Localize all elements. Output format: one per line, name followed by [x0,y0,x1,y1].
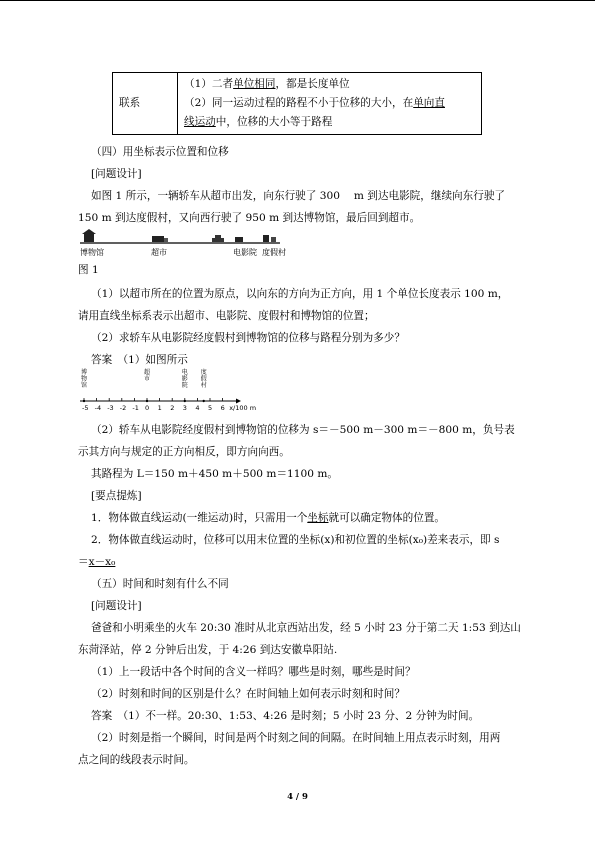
question-2: （2）时刻和时间的区别是什么？在时间轴上如何表示时刻和时间？ [91,688,405,700]
table-line-2: （2）同一运动过程的路程不小于位移的大小，在单向直 [184,97,445,109]
problem-design-label: [问题设计] [91,600,142,612]
fig-label: 电影院 [233,248,257,257]
axis-tick-label: 4 [195,404,200,412]
axis-point [146,400,148,402]
key-points-label: [要点提炼] [91,490,142,502]
paragraph: 东菏泽站，停 2 分钟后出发，于 4:26 到达安徽阜阳站. [78,644,338,656]
answer-2-cont: 点之间的线段表示时间。 [78,754,195,766]
axis-unit: x/100 m [229,404,257,412]
road-diagram [80,228,310,258]
answer-2-cont: 示其方向与规定的正方向相反，即方向向西。 [78,446,290,458]
axis-tick-label: 2 [170,404,175,412]
axis-tick-label: -2 [119,404,127,412]
supermarket-icon [152,236,168,242]
axis-arrow [236,399,241,404]
axis-tick-label: -3 [107,404,114,412]
axis-tick-label: 3 [182,404,187,412]
axis-tick-label: 5 [208,404,213,412]
distance-result: 其路程为 L＝150 m＋450 m＋500 m＝1100 m。 [91,468,339,480]
page-number: 4 / 9 [287,792,308,802]
figure-caption: 图 1 [78,264,99,276]
key-point-2-cont: ＝x－x₀ [78,556,116,568]
fig-label: 博物馆 [80,248,104,257]
section-4-heading: （四）用坐标表示位置和位移 [91,146,229,158]
question-2: （2）求轿车从电影院经度假村到博物馆的位移与路程分别为多少？ [91,332,405,344]
axis-tick-label: 6 [220,404,225,412]
axis-tick-label: -1 [132,404,139,412]
resort-icon [263,235,276,242]
key-point-1: 1．物体做直线运动(一维运动)时，只需用一个坐标就可以确定物体的位置。 [91,512,446,524]
table-line-3: 线运动中，位移的大小等于路程 [184,116,333,128]
axis-place-label: 度假村 [200,369,207,389]
axis-point [83,400,85,402]
key-point-2: 2．物体做直线运动时，位移可以用末位置的坐标(x)和初位置的坐标(x₀)差来表示，即 s [91,534,500,546]
table-line-1: （1）二者单位相同，都是长度单位 [184,78,350,90]
table-row-label: 联系 [113,73,178,135]
paragraph: 150 m 到达度假村，又向西行驶了 950 m 到达博物馆，最后回到超市。 [78,212,421,224]
answer-1: 答案 （1）如图所示 [91,354,188,366]
paragraph: 爸爸和小明乘坐的火车 20:30 准时从北京西站出发，经 5 小时 23 分于第二天 1:53 到达山 [91,622,521,634]
paragraph: 如图 1 所示，一辆轿车从超市出发，向东行驶了 300 m 到达电影院，继续向东行驶了 [91,190,506,202]
axis-tick-label: 0 [145,404,150,412]
relation-table [112,72,482,135]
section-5-heading: （五）时间和时刻有什么不同 [91,578,229,590]
axis-tick-label: 1 [157,404,162,412]
answer-2: （2）轿车从电影院经度假村到博物馆的位移为 s＝－500 m－300 m＝－800 m，负号表 [91,424,515,436]
museum-icon [82,229,96,242]
table-content-cell [178,73,482,135]
axis-place-label: 超市 [144,369,151,383]
question-1-cont: 请用直线坐标系表示出超市、电影院、度假村和博物馆的位置； [78,310,375,322]
coordinate-axis [78,368,257,412]
cinema-icon [235,237,243,242]
axis-tick-label: -5 [82,404,89,412]
axis-place-label: 电影院 [181,369,188,389]
answer-2: （2）时刻是指一个瞬间，时间是两个时刻之间的间隔。在时间轴上用点表示时刻，用两 [91,732,501,744]
question-1: （1）以超市所在的位置为原点，以向东的方向为正方向，用 1 个单位长度表示 100 m， [91,288,509,300]
question-1: （1）上一段话中各个时间的含义一样吗？哪些是时刻，哪些是时间？ [91,666,416,678]
axis-tick-label: -4 [94,404,102,412]
top-rule [0,0,595,1]
axis-point [203,400,205,402]
answer-1: 答案 （1）不一样。20:30、1:53、4:26 是时刻；5 小时 23 分、2 分钟为时间。 [91,710,480,722]
axis-point [184,400,186,402]
fig-label: 度假村 [262,248,286,257]
fig-label: 超市 [151,248,167,257]
problem-design-label: [问题设计] [91,168,142,180]
axis-place-label: 博物馆 [81,369,88,389]
car-icon [212,235,224,242]
